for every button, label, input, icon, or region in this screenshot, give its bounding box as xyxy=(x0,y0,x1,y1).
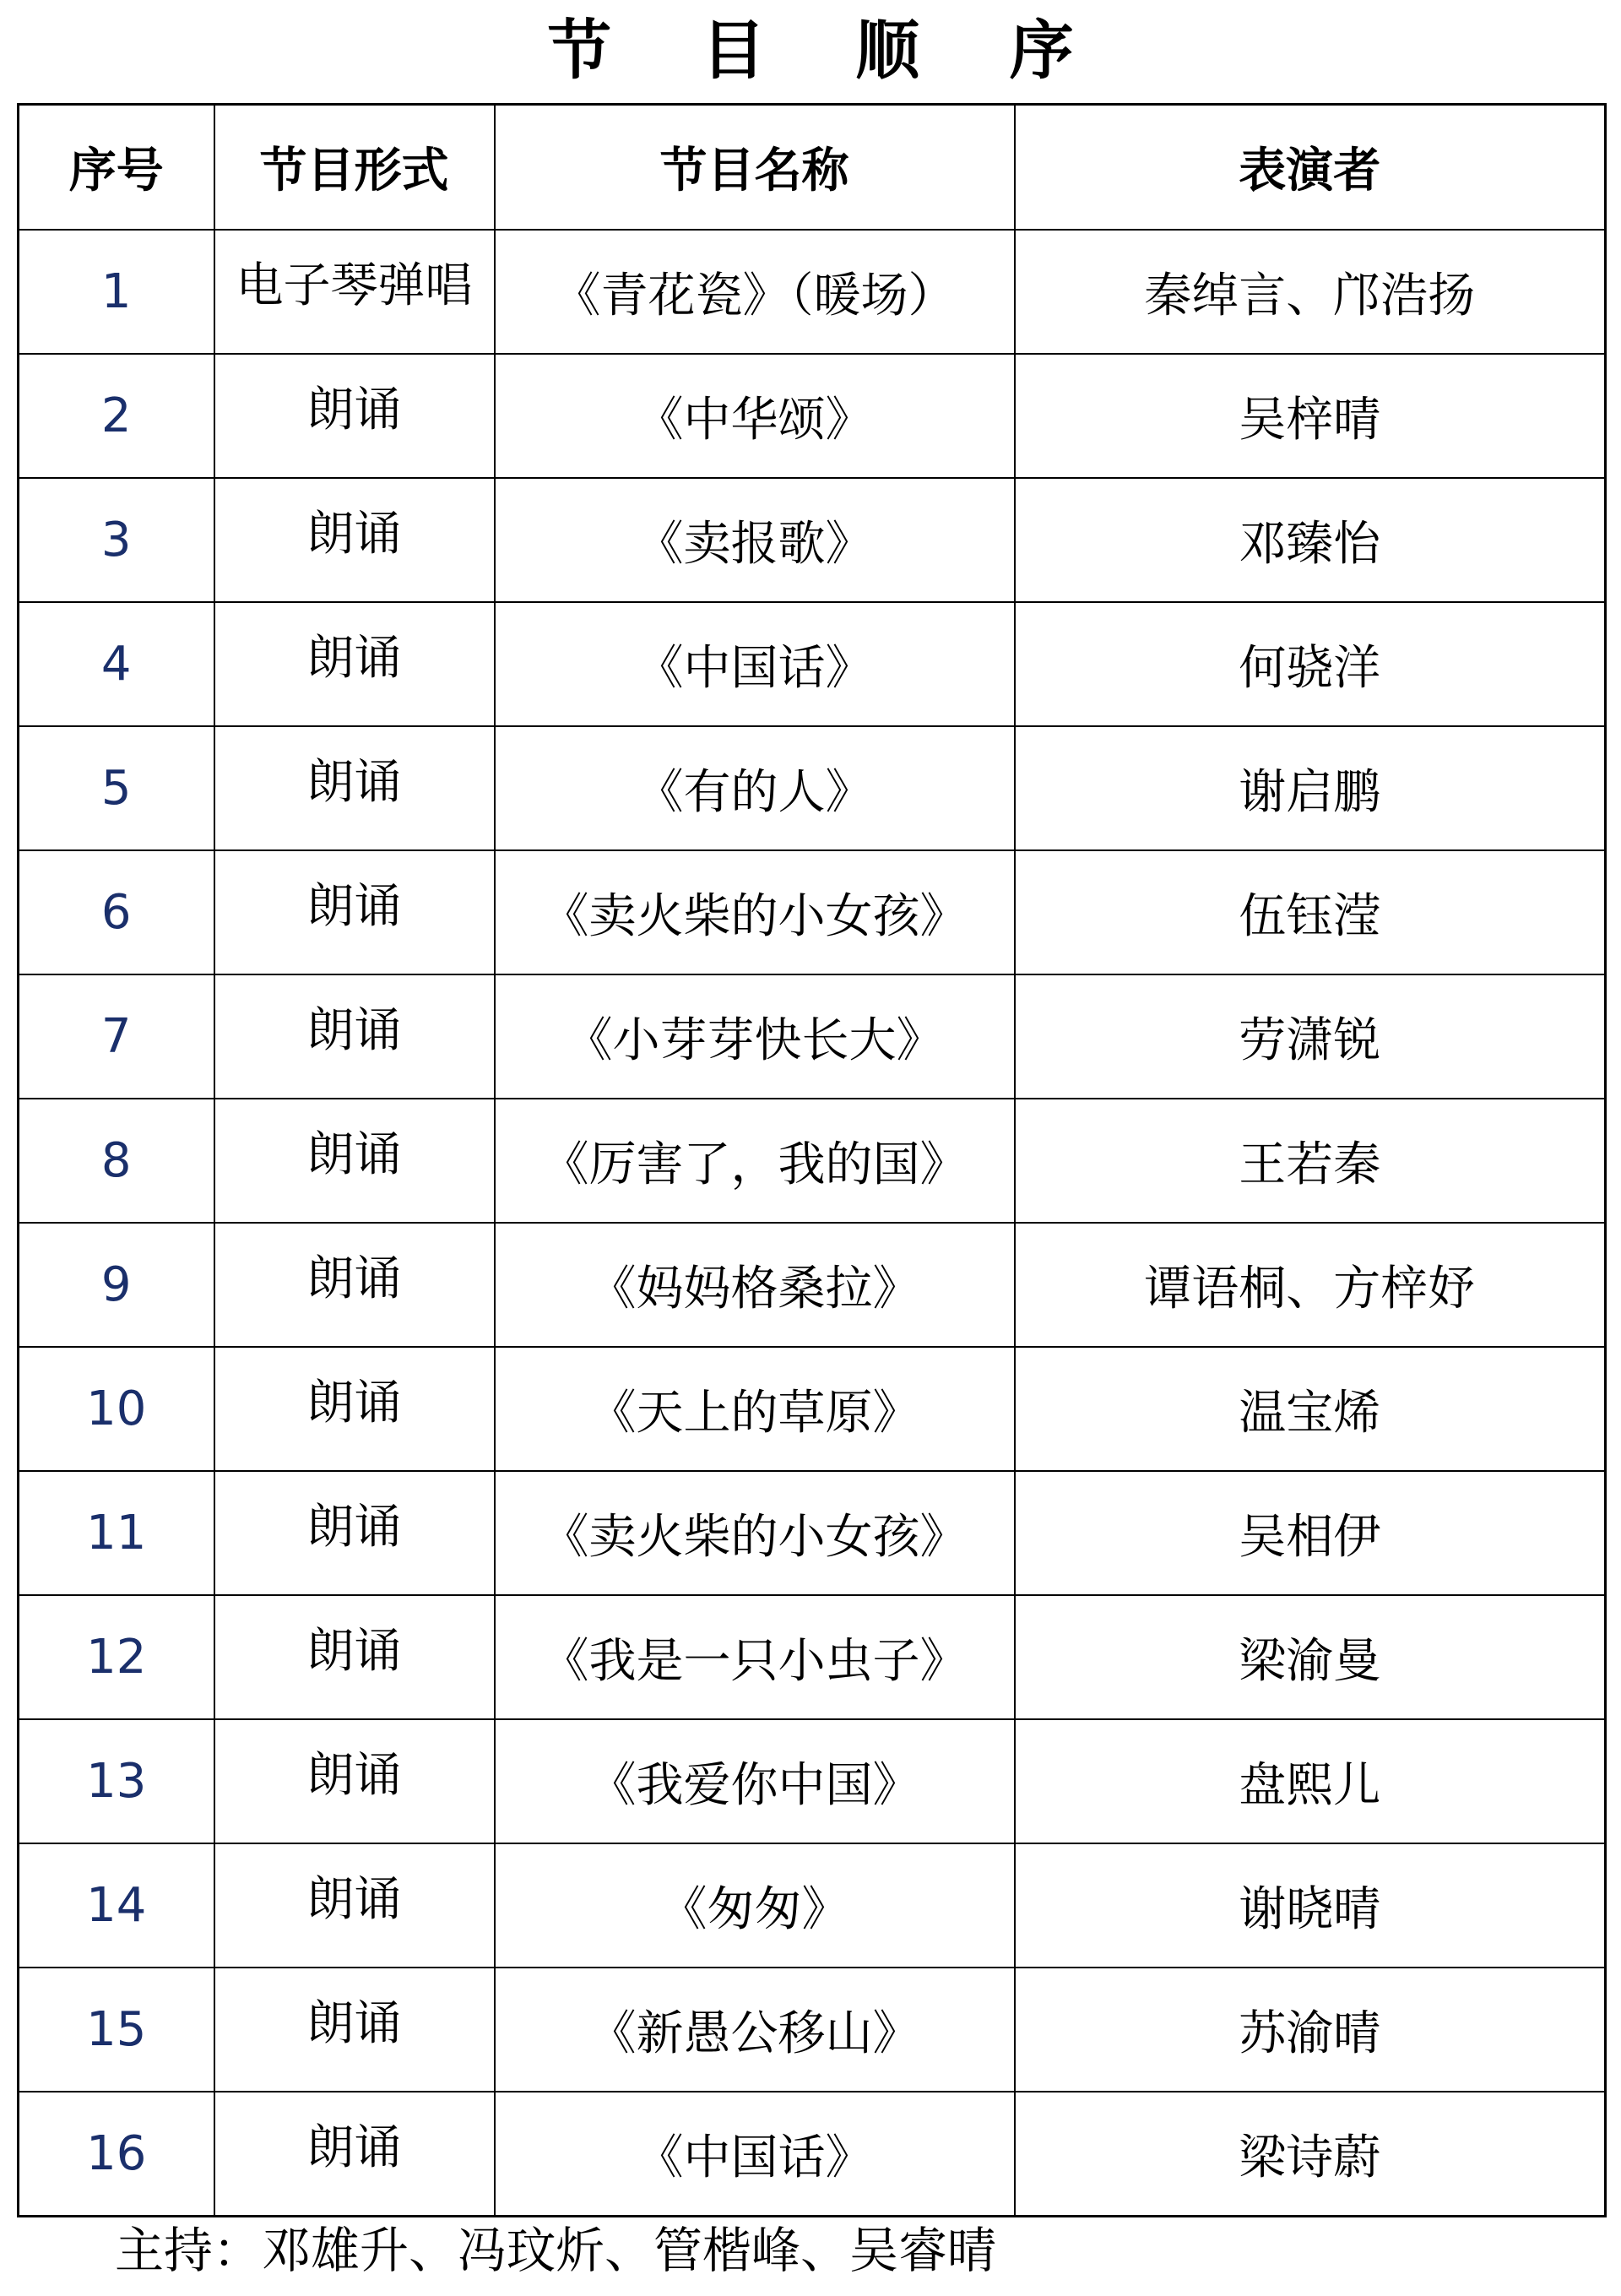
table-row xyxy=(19,354,1606,478)
cell-program-name: 《我是一只小虫子》 xyxy=(495,1595,1015,1719)
cell-program-name: 《中国话》 xyxy=(495,602,1015,726)
table-row xyxy=(19,1223,1606,1347)
cell-program-name: 《厉害了，我的国》 xyxy=(495,1099,1015,1223)
cell-program-name: 《卖火柴的小女孩》 xyxy=(495,850,1015,974)
cell-number: 8 xyxy=(19,1099,214,1223)
cell-program-name: 《卖报歌》 xyxy=(495,478,1015,602)
cell-performer: 梁诗蔚 xyxy=(1015,2092,1606,2217)
table-header-row xyxy=(19,105,1606,231)
cell-form xyxy=(214,230,495,354)
cell-number: 4 xyxy=(19,602,214,726)
cell-form-text: 朗诵 xyxy=(306,878,402,934)
cell-number: 16 xyxy=(19,2092,214,2217)
cell-program-name: 《我爱你中国》 xyxy=(495,1719,1015,1843)
cell-form xyxy=(214,478,495,602)
cell-performer: 劳潇锐 xyxy=(1015,974,1606,1099)
cell-form xyxy=(214,1843,495,1968)
table-row xyxy=(19,850,1606,974)
hosts-line: 主持：邓雄升、冯玟炘、管楷峰、吴睿晴 xyxy=(115,2222,997,2279)
cell-program-name: 《卖火柴的小女孩》 xyxy=(495,1471,1015,1595)
cell-performer: 邓臻怡 xyxy=(1015,478,1606,602)
cell-performer: 吴相伊 xyxy=(1015,1471,1606,1595)
table-row xyxy=(19,602,1606,726)
header-form: 节目形式 xyxy=(214,105,495,231)
cell-program-name: 《小芽芽快长大》 xyxy=(495,974,1015,1099)
cell-form xyxy=(214,1471,495,1595)
table-row xyxy=(19,1843,1606,1968)
cell-number: 14 xyxy=(19,1843,214,1968)
header-name: 节目名称 xyxy=(495,105,1015,231)
cell-number: 6 xyxy=(19,850,214,974)
cell-performer: 何骁洋 xyxy=(1015,602,1606,726)
cell-form-text: 朗诵 xyxy=(306,2120,402,2175)
cell-number: 9 xyxy=(19,1223,214,1347)
cell-form xyxy=(214,2092,495,2217)
cell-performer: 谢启鹏 xyxy=(1015,726,1606,850)
table-body xyxy=(19,230,1606,2217)
cell-form xyxy=(214,1347,495,1471)
cell-form-text: 朗诵 xyxy=(306,1375,402,1430)
cell-number: 11 xyxy=(19,1471,214,1595)
table-row xyxy=(19,974,1606,1099)
cell-number: 12 xyxy=(19,1595,214,1719)
cell-form-text: 朗诵 xyxy=(306,1251,402,1306)
cell-form-text: 朗诵 xyxy=(306,1499,402,1555)
cell-performer: 温宝烯 xyxy=(1015,1347,1606,1471)
cell-performer: 苏渝晴 xyxy=(1015,1968,1606,2092)
cell-program-name: 《有的人》 xyxy=(495,726,1015,850)
cell-form-text: 朗诵 xyxy=(306,630,402,686)
cell-form-text: 朗诵 xyxy=(306,506,402,562)
cell-form-text: 朗诵 xyxy=(306,1002,402,1058)
cell-number: 2 xyxy=(19,354,214,478)
cell-program-name: 《匆匆》 xyxy=(495,1843,1015,1968)
cell-program-name: 《新愚公移山》 xyxy=(495,1968,1015,2092)
cell-form xyxy=(214,726,495,850)
cell-number: 3 xyxy=(19,478,214,602)
cell-number: 7 xyxy=(19,974,214,1099)
cell-performer: 梁渝曼 xyxy=(1015,1595,1606,1719)
cell-program-name: 《青花瓷》（暖场） xyxy=(495,230,1015,354)
cell-form xyxy=(214,850,495,974)
cell-form-text: 朗诵 xyxy=(306,1995,402,2051)
table-row xyxy=(19,1595,1606,1719)
table-row xyxy=(19,1719,1606,1843)
cell-form-text: 电子琴弹唱 xyxy=(236,258,473,313)
cell-program-name: 《中华颂》 xyxy=(495,354,1015,478)
cell-number: 1 xyxy=(19,230,214,354)
cell-form xyxy=(214,1719,495,1843)
cell-form-text: 朗诵 xyxy=(306,754,402,810)
cell-form xyxy=(214,354,495,478)
cell-performer: 王若秦 xyxy=(1015,1099,1606,1223)
header-performer: 表演者 xyxy=(1015,105,1606,231)
cell-form xyxy=(214,1099,495,1223)
table-row xyxy=(19,1099,1606,1223)
table-row xyxy=(19,1347,1606,1471)
table-row xyxy=(19,726,1606,850)
table-row xyxy=(19,230,1606,354)
cell-number: 10 xyxy=(19,1347,214,1471)
cell-form-text: 朗诵 xyxy=(306,1126,402,1182)
cell-performer: 秦绰言、邝浩扬 xyxy=(1015,230,1606,354)
header-number: 序号 xyxy=(19,105,214,231)
cell-program-name: 《妈妈格桑拉》 xyxy=(495,1223,1015,1347)
cell-form xyxy=(214,602,495,726)
page-title: 节 目 顺 序 xyxy=(547,13,1108,88)
cell-performer: 谢晓晴 xyxy=(1015,1843,1606,1968)
cell-performer: 吴梓晴 xyxy=(1015,354,1606,478)
cell-program-name: 《天上的草原》 xyxy=(495,1347,1015,1471)
cell-form xyxy=(214,974,495,1099)
cell-program-name: 《中国话》 xyxy=(495,2092,1015,2217)
cell-form xyxy=(214,1968,495,2092)
cell-form-text: 朗诵 xyxy=(306,1623,402,1679)
cell-number: 5 xyxy=(19,726,214,850)
cell-number: 15 xyxy=(19,1968,214,2092)
cell-form-text: 朗诵 xyxy=(306,382,402,437)
cell-form xyxy=(214,1223,495,1347)
program-table xyxy=(17,103,1607,2217)
cell-form-text: 朗诵 xyxy=(306,1871,402,1927)
cell-performer: 谭语桐、方梓妤 xyxy=(1015,1223,1606,1347)
cell-performer: 盘熙儿 xyxy=(1015,1719,1606,1843)
cell-form-text: 朗诵 xyxy=(306,1747,402,1803)
cell-performer: 伍钰滢 xyxy=(1015,850,1606,974)
table-row xyxy=(19,478,1606,602)
cell-form xyxy=(214,1595,495,1719)
table-row xyxy=(19,1471,1606,1595)
table-row xyxy=(19,2092,1606,2217)
table-row xyxy=(19,1968,1606,2092)
cell-number: 13 xyxy=(19,1719,214,1843)
